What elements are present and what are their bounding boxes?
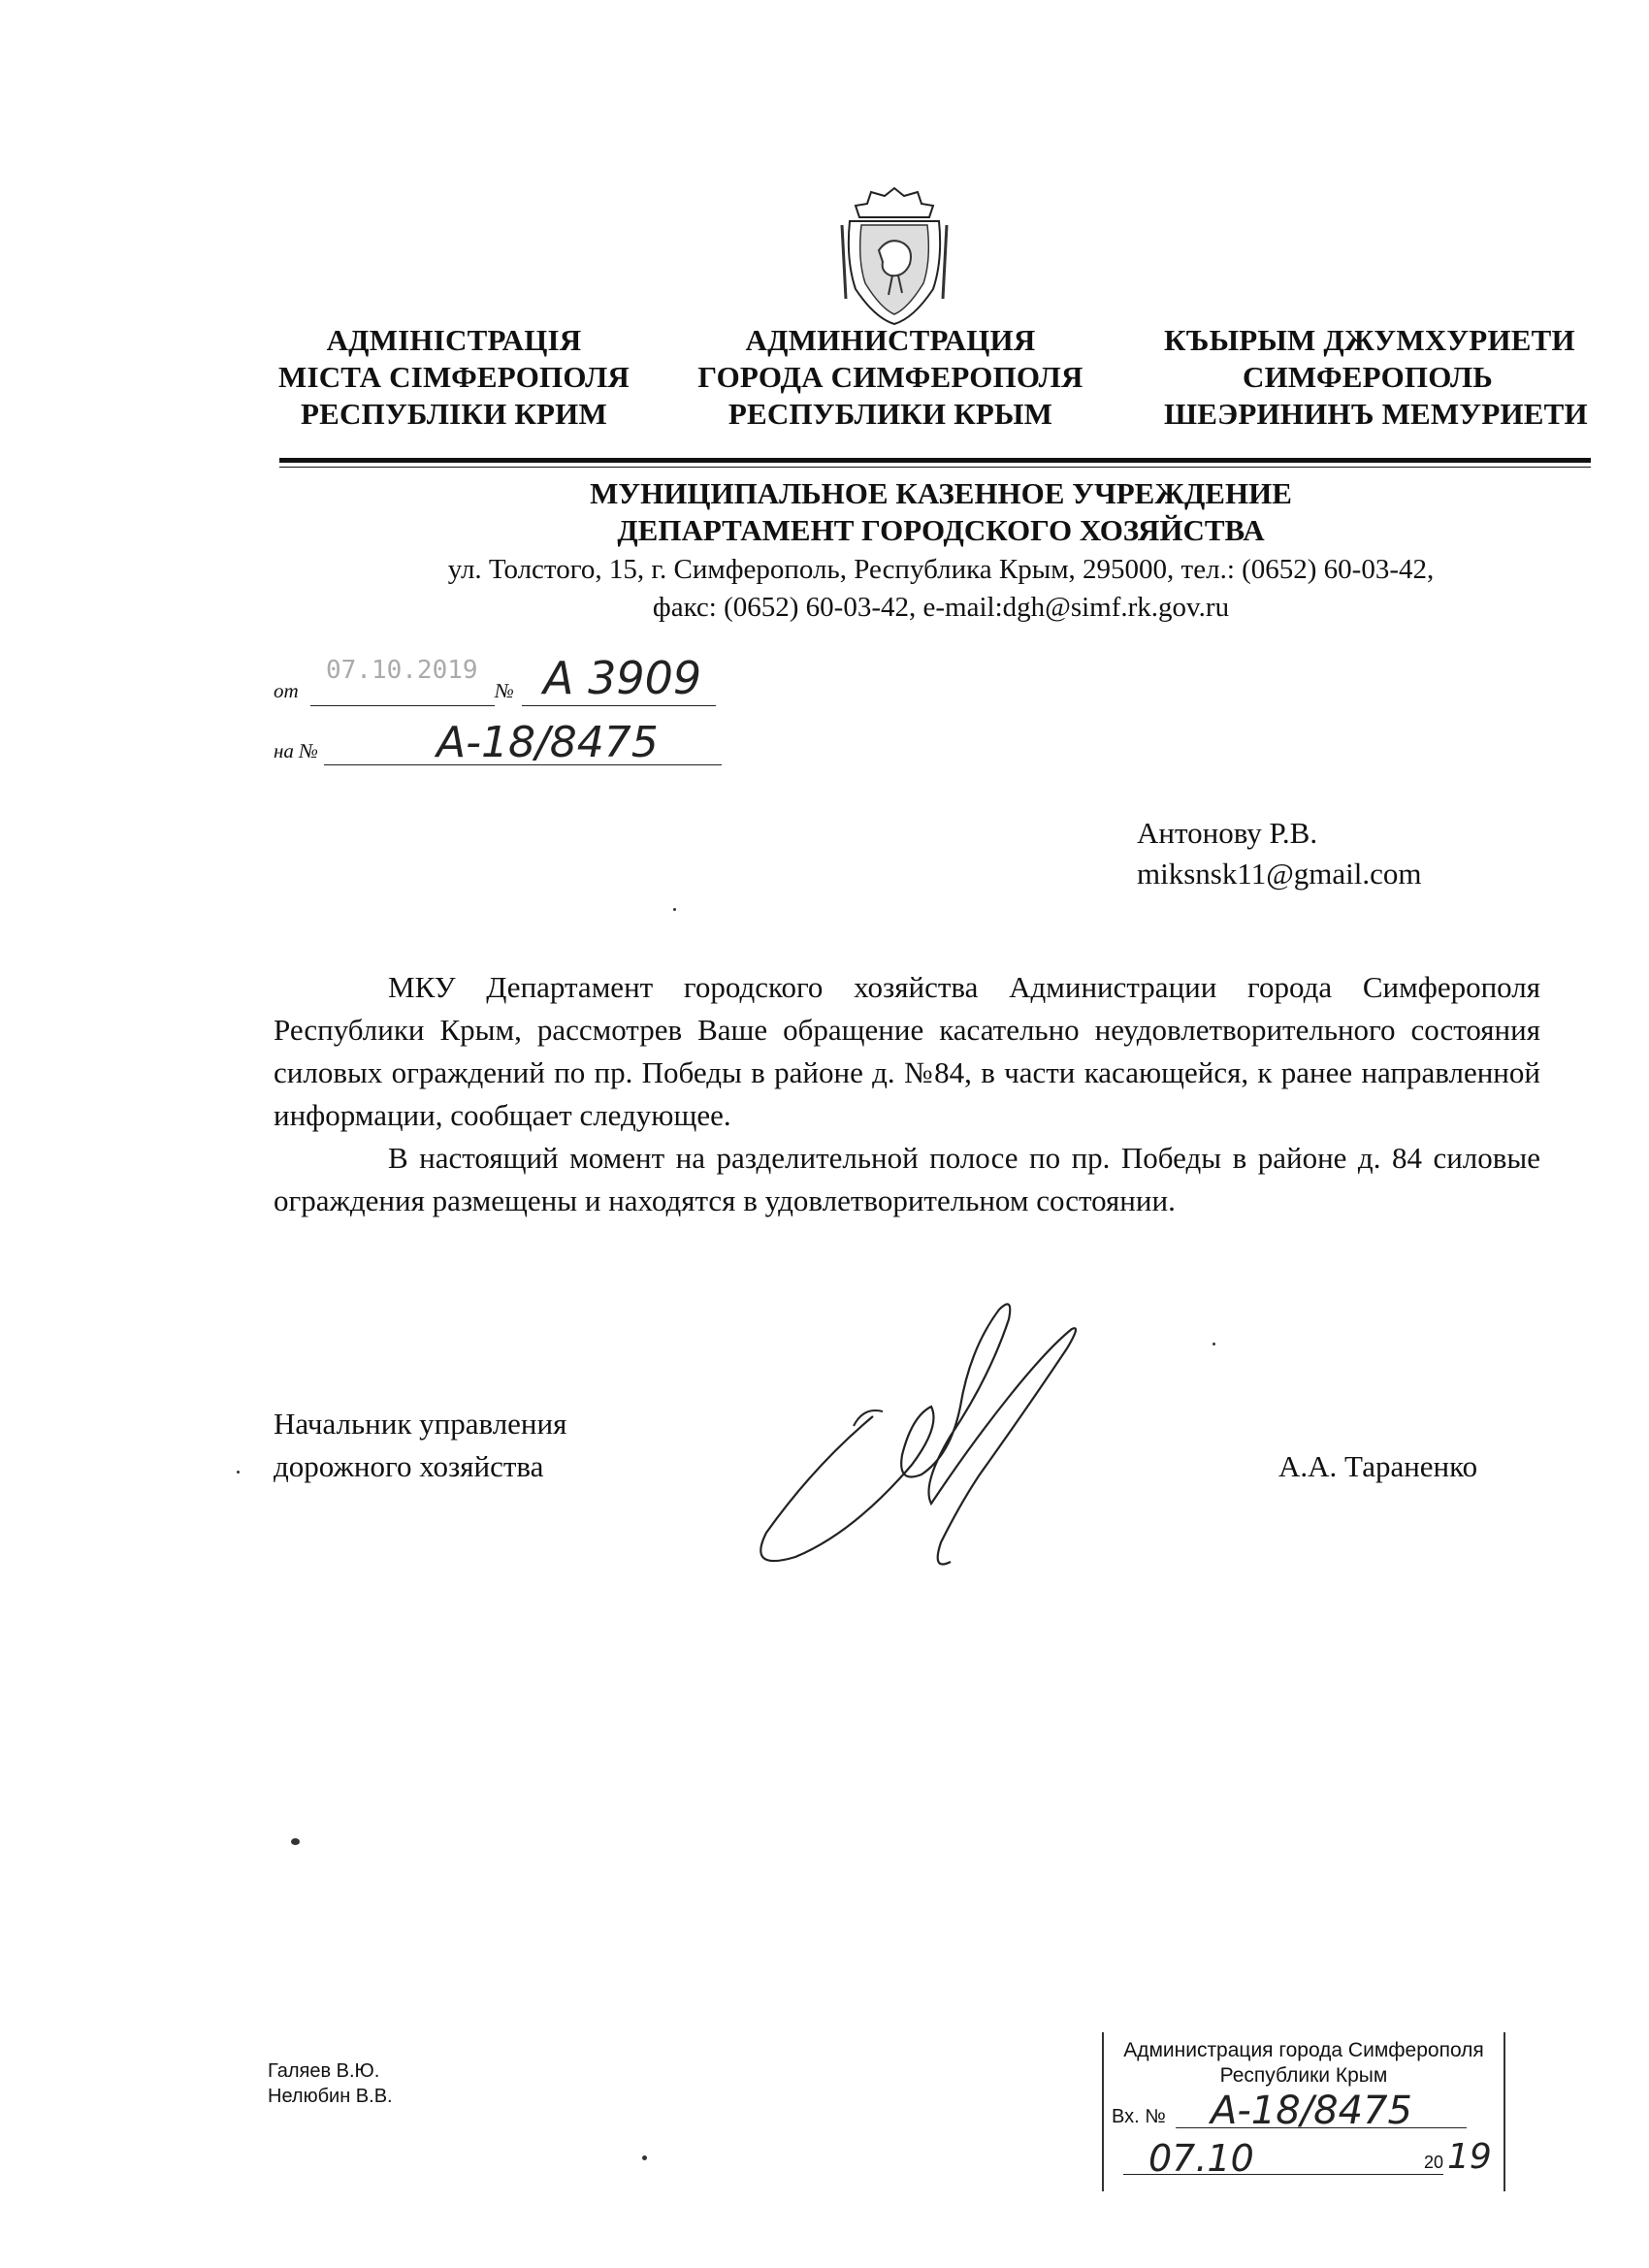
stamp-year-prefix: 20 — [1424, 2153, 1444, 2172]
recipient-block — [1137, 813, 1421, 894]
handwritten-signature — [737, 1290, 1106, 1586]
header-rus-line3: РЕСПУБЛИКИ КРЫМ — [728, 397, 1053, 431]
stamp-line-1: Администрация города Симферополя — [1123, 2039, 1484, 2061]
executor-2: Нелюбин В.В. — [268, 2086, 393, 2107]
body-paragraph-1: МКУ Департамент городского хозяйства Администрации города Симферополя Республики Крым, рассмотрев Ваше обращение касательно неудовлетворительного состояния силовых ограждений по пр. Победы в районе д. №84, в части касающейся, к ранее направленной информации, сообщает следующее. — [274, 970, 1540, 1132]
header-ukr-line1: АДМІНІСТРАЦІЯ — [326, 323, 582, 357]
signer-position — [274, 1403, 566, 1488]
header-ukr-line2: МІСТА СІМФЕРОПОЛЯ — [277, 360, 630, 394]
in-reply-label: на № — [274, 739, 318, 762]
header-crh-line2: СИМФЕРОПОЛЬ — [1243, 360, 1493, 394]
header-divider-thick — [279, 458, 1591, 463]
header-divider-thin — [279, 467, 1591, 468]
header-russian — [687, 322, 1094, 433]
from-label: от — [274, 679, 299, 702]
org-title-line2: ДЕПАРТАМЕНТ ГОРОДСКОГО ХОЗЯЙСТВА — [617, 513, 1265, 547]
body-paragraph-2: В настоящий момент на разделительной полосе по пр. Победы в районе д. 84 силовые ограждения размещены и находятся в удовлетворительном состоянии. — [274, 1141, 1540, 1217]
in-reply-handwritten: А-18/8475 — [436, 718, 659, 767]
reference-reply — [274, 739, 318, 763]
scan-speck — [673, 908, 676, 911]
coat-of-arms-emblem — [836, 182, 953, 328]
org-title-line1: МУНИЦИПАЛЬНОЕ КАЗЕННОЕ УЧРЕЖДЕНИЕ — [590, 476, 1292, 510]
from-date-line — [310, 705, 495, 706]
header-rus-line2: ГОРОДА СИМФЕРОПОЛЯ — [697, 360, 1083, 394]
org-address-line1: ул. Толстого, 15, г. Симферополь, Республика Крым, 295000, тел.: (0652) 60-03-42, — [447, 554, 1435, 585]
header-ukr-line3: РЕСПУБЛІКИ КРИМ — [301, 397, 607, 431]
stamp-line-2: Республики Крым — [1219, 2064, 1388, 2087]
letter-body — [274, 966, 1540, 1222]
executor-1: Галяев В.Ю. — [268, 2060, 380, 2082]
header-crh-line1: КЪЫРЫМ ДЖУМХУРИЕТИ — [1164, 323, 1575, 357]
reference-number — [495, 679, 514, 703]
signer-position-line1: Начальник управления — [274, 1407, 567, 1441]
reference-from — [274, 679, 299, 703]
scan-speck — [642, 2155, 647, 2160]
number-line — [522, 705, 716, 706]
number-handwritten: А 3909 — [543, 652, 702, 704]
recipient-email: miksnsk11@gmail.com — [1137, 857, 1422, 891]
organization-title — [291, 475, 1591, 549]
header-rus-line1: АДМИНИСТРАЦИЯ — [745, 323, 1036, 357]
from-date-stamp: 07.10.2019 — [326, 656, 478, 685]
stamp-date: 07.10 — [1148, 2137, 1254, 2180]
organization-address — [291, 551, 1591, 627]
recipient-name: Антонову Р.В. — [1137, 816, 1318, 850]
signer-position-line2: дорожного хозяйства — [274, 1449, 544, 1483]
incoming-registration-stamp — [1102, 2032, 1505, 2191]
header-ukrainian — [250, 322, 658, 433]
header-crimean-tatar — [1164, 322, 1588, 433]
org-address-line2: факс: (0652) 60-03-42, e-mail:dgh@simf.rk.gov.ru — [652, 592, 1230, 623]
number-label: № — [495, 679, 514, 702]
signer-name: А.А. Тараненко — [1278, 1449, 1478, 1483]
stamp-in-label: Вх. № — [1112, 2106, 1166, 2127]
scan-speck — [1212, 1343, 1215, 1345]
stamp-year-suffix: 19 — [1447, 2137, 1492, 2177]
executors-block — [268, 2058, 393, 2109]
scan-speck — [291, 1838, 300, 1845]
scan-speck — [237, 1471, 240, 1474]
header-crh-line3: ШЕЭРИНИНЪ МЕМУРИЕТИ — [1164, 397, 1588, 431]
stamp-in-number: А-18/8475 — [1211, 2089, 1412, 2133]
